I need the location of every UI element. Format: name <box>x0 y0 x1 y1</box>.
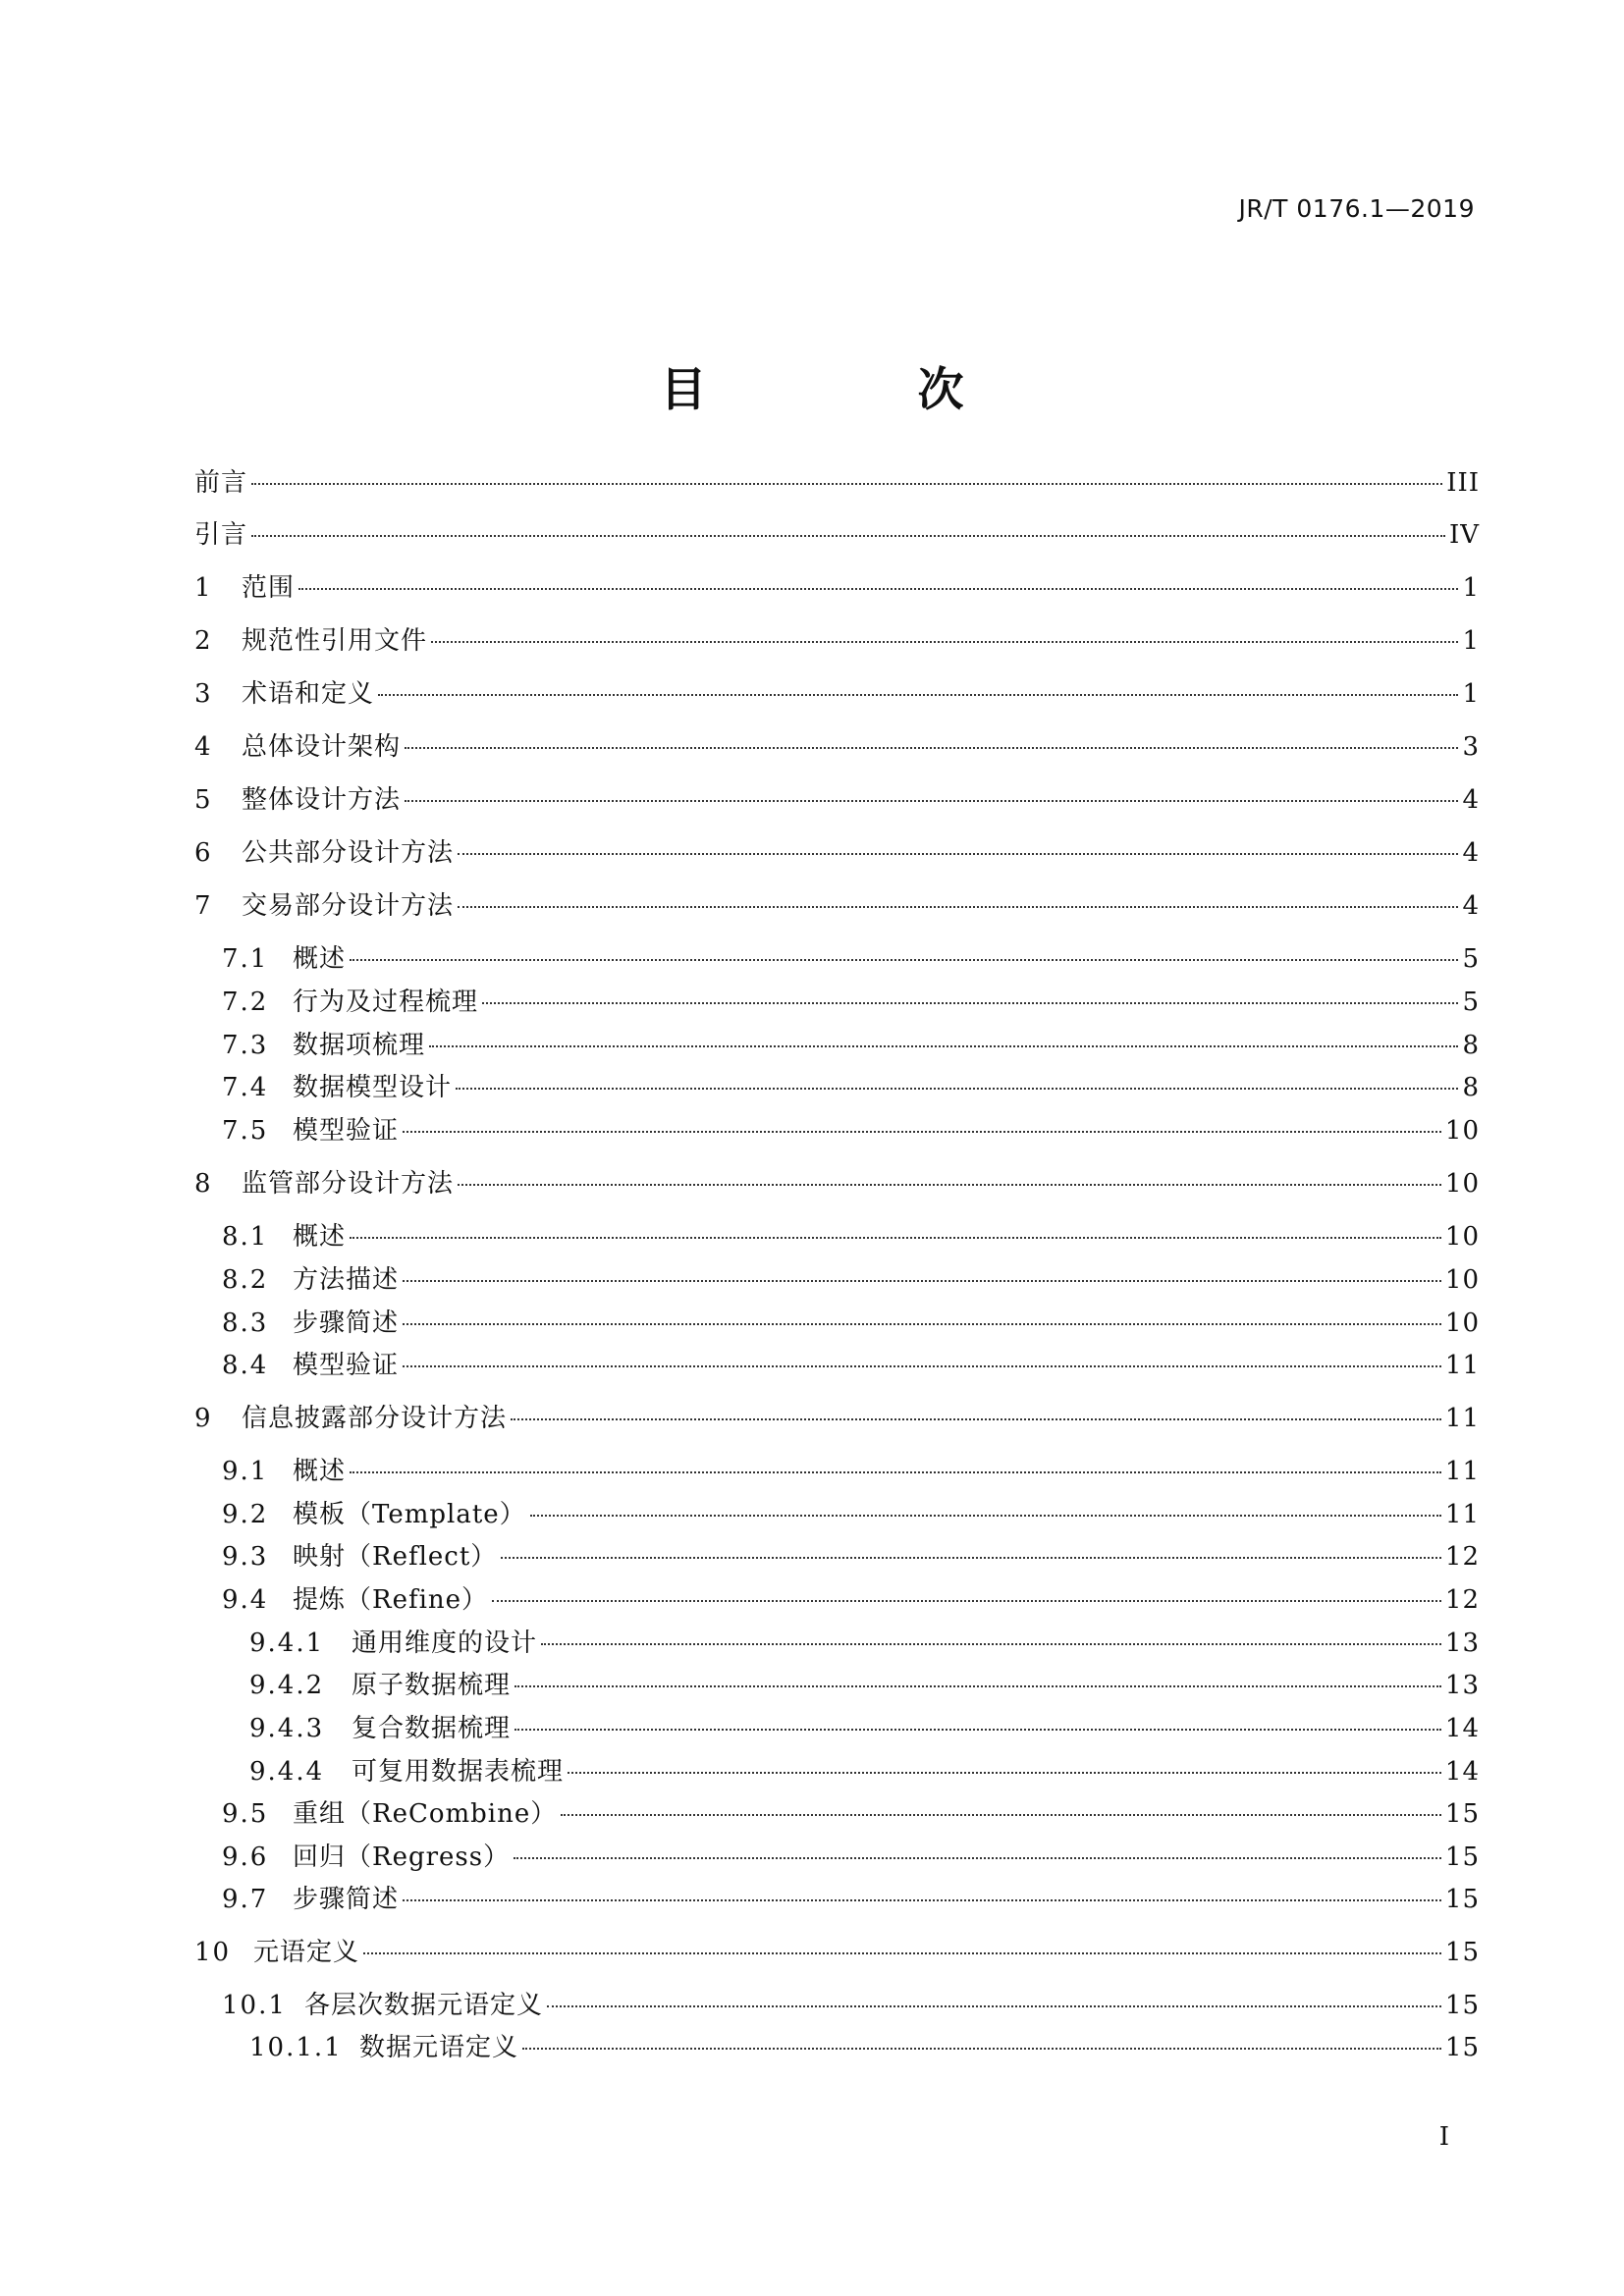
toc-entry[interactable] <box>222 1495 1480 1534</box>
toc-entry-label: 复合数据梳理 <box>352 1714 512 1743</box>
toc-entry[interactable] <box>194 568 1480 608</box>
toc-entry-label: 数据元语定义 <box>359 2033 519 2062</box>
toc-entry-page: 15 <box>1444 2033 1480 2062</box>
dot-leader <box>403 1280 1441 1282</box>
dot-leader <box>458 1184 1441 1186</box>
toc-entry-label: 术语和定义 <box>242 679 375 709</box>
dot-leader <box>403 1899 1441 1901</box>
dot-leader <box>378 694 1458 696</box>
toc-entry-label: 范围 <box>242 573 296 603</box>
toc-entry[interactable] <box>194 463 1480 503</box>
toc-entry-number: 5 <box>194 785 213 815</box>
toc-entry[interactable] <box>249 1666 1480 1705</box>
dot-leader <box>514 1857 1441 1859</box>
dot-leader <box>403 1323 1441 1325</box>
toc-entry-page: 11 <box>1444 1404 1480 1433</box>
toc-entry[interactable] <box>222 1068 1480 1107</box>
toc-entry-label: 信息披露部分设计方法 <box>242 1404 508 1433</box>
toc-entry-page: 5 <box>1462 944 1480 974</box>
dot-leader <box>431 641 1458 643</box>
toc-entry[interactable] <box>194 1399 1480 1438</box>
dot-leader <box>405 800 1458 802</box>
toc-entry-number: 7.1 <box>222 944 269 974</box>
page-number: I <box>1438 2122 1449 2152</box>
toc-entry-page: 15 <box>1444 1938 1480 1967</box>
dot-leader <box>511 1418 1441 1420</box>
toc-entry-page: 1 <box>1462 573 1480 603</box>
toc-entry[interactable] <box>222 939 1480 979</box>
toc-entry-number: 3 <box>194 679 213 709</box>
toc-entry-number: 9.7 <box>222 1885 269 1914</box>
toc-entry[interactable] <box>194 727 1480 767</box>
toc-entry-label: 交易部分设计方法 <box>242 891 455 921</box>
toc-entry-label: 行为及过程梳理 <box>293 988 479 1017</box>
toc-entry[interactable] <box>194 621 1480 661</box>
toc-entry-label: 步骤简述 <box>293 1308 400 1338</box>
toc-entry-number: 9.4.3 <box>249 1714 325 1743</box>
toc-entry-label: 回归（Regress） <box>293 1842 511 1872</box>
toc-entry-number: 10.1 <box>222 1991 287 2020</box>
toc-entry[interactable] <box>194 833 1480 873</box>
toc-entry-page: 4 <box>1462 891 1480 921</box>
toc-entry[interactable] <box>194 780 1480 820</box>
toc-entry-label: 重组（ReCombine） <box>293 1799 558 1829</box>
toc-entry-label: 概述 <box>293 944 347 974</box>
toc-entry-number: 8.2 <box>222 1265 269 1295</box>
toc-entry-number: 8 <box>194 1169 213 1199</box>
dot-leader <box>458 853 1458 855</box>
toc-entry-label: 数据模型设计 <box>293 1073 453 1102</box>
toc-entry-label: 监管部分设计方法 <box>242 1169 455 1199</box>
toc-entry-page: 10 <box>1444 1265 1480 1295</box>
toc-entry-label: 模型验证 <box>293 1116 400 1146</box>
dot-leader <box>482 1002 1458 1004</box>
toc-entry-label: 原子数据梳理 <box>352 1671 512 1700</box>
toc-entry[interactable] <box>222 1304 1480 1343</box>
toc-entry-number: 7.4 <box>222 1073 269 1102</box>
dot-leader <box>530 1515 1441 1517</box>
toc-entry-label: 元语定义 <box>253 1938 360 1967</box>
toc-entry-page: 15 <box>1444 1842 1480 1872</box>
dot-leader <box>350 959 1458 961</box>
dot-leader <box>403 1131 1441 1133</box>
toc-entry-page: 8 <box>1462 1073 1480 1102</box>
dot-leader <box>456 1088 1458 1090</box>
page-title: 目 次 <box>660 363 1047 417</box>
toc-entry-label: 模型验证 <box>293 1351 400 1380</box>
toc-entry-number: 8.3 <box>222 1308 269 1338</box>
dot-leader <box>251 483 1442 485</box>
toc-entry-label: 提炼（Refine） <box>293 1585 489 1615</box>
toc-entry-page: 11 <box>1444 1351 1480 1380</box>
toc-entry-page: 1 <box>1462 626 1480 656</box>
toc-entry-page: 15 <box>1444 1885 1480 1914</box>
toc-entry-label: 概述 <box>293 1222 347 1252</box>
toc-entry-number: 8.4 <box>222 1351 269 1380</box>
toc-entry-label: 可复用数据表梳理 <box>352 1757 565 1787</box>
toc-entry-number: 9.4.1 <box>249 1629 325 1658</box>
toc-entry-number: 10 <box>194 1938 232 1967</box>
toc-entry-number: 9.4.2 <box>249 1671 325 1700</box>
toc-entry-number: 9.4 <box>222 1585 269 1615</box>
toc-entry-page: 11 <box>1444 1457 1480 1486</box>
toc-entry-page: 1 <box>1462 679 1480 709</box>
dot-leader <box>561 1814 1441 1816</box>
toc-entry[interactable] <box>249 1709 1480 1748</box>
toc-entry-label: 各层次数据元语定义 <box>304 1991 544 2020</box>
dot-leader <box>514 1685 1441 1687</box>
toc-entry[interactable] <box>222 1580 1480 1620</box>
toc-entry[interactable] <box>222 983 1480 1022</box>
toc-entry[interactable] <box>194 1933 1480 1972</box>
toc-entry[interactable] <box>249 1752 1480 1791</box>
toc-entry[interactable] <box>222 1794 1480 1834</box>
toc-entry-number: 9.2 <box>222 1500 269 1529</box>
toc-entry-label: 引言 <box>194 520 248 550</box>
toc-entry[interactable] <box>222 1838 1480 1877</box>
toc-entry-page: 4 <box>1462 785 1480 815</box>
dot-leader <box>514 1729 1441 1731</box>
dot-leader <box>251 535 1445 537</box>
toc-entry-page: 13 <box>1444 1629 1480 1658</box>
toc-entry-page: 12 <box>1444 1585 1480 1615</box>
toc-entry-page: 12 <box>1444 1542 1480 1572</box>
toc-entry-page: 11 <box>1444 1500 1480 1529</box>
toc-entry-number: 1 <box>194 573 213 603</box>
dot-leader <box>405 747 1458 749</box>
toc-entry-page: 15 <box>1444 1799 1480 1829</box>
toc-entry-page: 3 <box>1462 732 1480 762</box>
dot-leader <box>350 1237 1441 1239</box>
toc-entry-number: 9.1 <box>222 1457 269 1486</box>
toc-entry-label: 总体设计架构 <box>242 732 402 762</box>
dot-leader <box>350 1471 1441 1473</box>
toc-entry-page: 14 <box>1444 1757 1480 1787</box>
toc-entry[interactable] <box>249 2028 1480 2067</box>
toc-entry-number: 2 <box>194 626 213 656</box>
toc-entry-number: 9 <box>194 1404 213 1433</box>
toc-entry-number: 7 <box>194 891 213 921</box>
toc-entry-page: 10 <box>1444 1222 1480 1252</box>
toc-entry[interactable] <box>222 1452 1480 1491</box>
toc-entry-number: 9.6 <box>222 1842 269 1872</box>
toc-entry[interactable] <box>194 515 1480 555</box>
dot-leader <box>298 588 1458 590</box>
toc-entry-number: 7.2 <box>222 988 269 1017</box>
toc-entry-number: 7.5 <box>222 1116 269 1146</box>
toc-entry-page: 10 <box>1444 1308 1480 1338</box>
toc-entry-page: IV <box>1448 520 1480 550</box>
toc-entry-page: 14 <box>1444 1714 1480 1743</box>
dot-leader <box>568 1772 1441 1774</box>
toc-entry[interactable] <box>222 1537 1480 1576</box>
toc-entry-page: 8 <box>1462 1031 1480 1060</box>
toc-entry-label: 概述 <box>293 1457 347 1486</box>
toc-entry-page: 13 <box>1444 1671 1480 1700</box>
toc-entry-label: 模板（Template） <box>293 1500 526 1529</box>
dot-leader <box>492 1600 1441 1602</box>
toc-entry-label: 映射（Reflect） <box>293 1542 498 1572</box>
dot-leader <box>501 1557 1441 1559</box>
toc-entry-page: 15 <box>1444 1991 1480 2020</box>
toc-entry-page: 4 <box>1462 838 1480 868</box>
toc-entry-label: 方法描述 <box>293 1265 400 1295</box>
dot-leader <box>547 2005 1441 2007</box>
toc-entry-page: 5 <box>1462 988 1480 1017</box>
toc-entry-number: 4 <box>194 732 213 762</box>
toc-entry[interactable] <box>194 674 1480 714</box>
toc-entry[interactable] <box>222 1880 1480 1919</box>
dot-leader <box>403 1365 1441 1367</box>
toc-entry-page: 10 <box>1444 1116 1480 1146</box>
toc-entry[interactable] <box>222 1111 1480 1150</box>
dot-leader <box>541 1643 1441 1645</box>
toc-entry[interactable] <box>222 1026 1480 1065</box>
dot-leader <box>429 1045 1458 1047</box>
toc-entry[interactable] <box>194 1164 1480 1203</box>
toc-entry-number: 8.1 <box>222 1222 269 1252</box>
toc-entry[interactable] <box>222 1346 1480 1385</box>
toc-entry-label: 前言 <box>194 468 248 498</box>
toc-entry[interactable] <box>222 1217 1480 1256</box>
toc-entry-number: 9.3 <box>222 1542 269 1572</box>
toc-entry-label: 步骤简述 <box>293 1885 400 1914</box>
toc-entry[interactable] <box>222 1260 1480 1300</box>
toc-entry-page: III <box>1446 468 1480 498</box>
standard-code: JR/T 0176.1—2019 <box>1238 194 1475 223</box>
toc-entry-label: 公共部分设计方法 <box>242 838 455 868</box>
toc-entry-number: 9.4.4 <box>249 1757 325 1787</box>
toc-entry[interactable] <box>222 1986 1480 2025</box>
toc-entry-number: 7.3 <box>222 1031 269 1060</box>
toc-entry-number: 6 <box>194 838 213 868</box>
toc-entry-label: 通用维度的设计 <box>352 1629 538 1658</box>
toc-entry-page: 10 <box>1444 1169 1480 1199</box>
toc-entry-label: 数据项梳理 <box>293 1031 426 1060</box>
toc-entry-number: 10.1.1 <box>249 2033 343 2062</box>
dot-leader <box>363 1952 1441 1954</box>
toc-entry[interactable] <box>194 886 1480 926</box>
toc-entry[interactable] <box>249 1624 1480 1663</box>
dot-leader <box>458 906 1458 908</box>
toc-entry-label: 规范性引用文件 <box>242 626 428 656</box>
toc-entry-label: 整体设计方法 <box>242 785 402 815</box>
dot-leader <box>522 2048 1441 2050</box>
toc-entry-number: 9.5 <box>222 1799 269 1829</box>
